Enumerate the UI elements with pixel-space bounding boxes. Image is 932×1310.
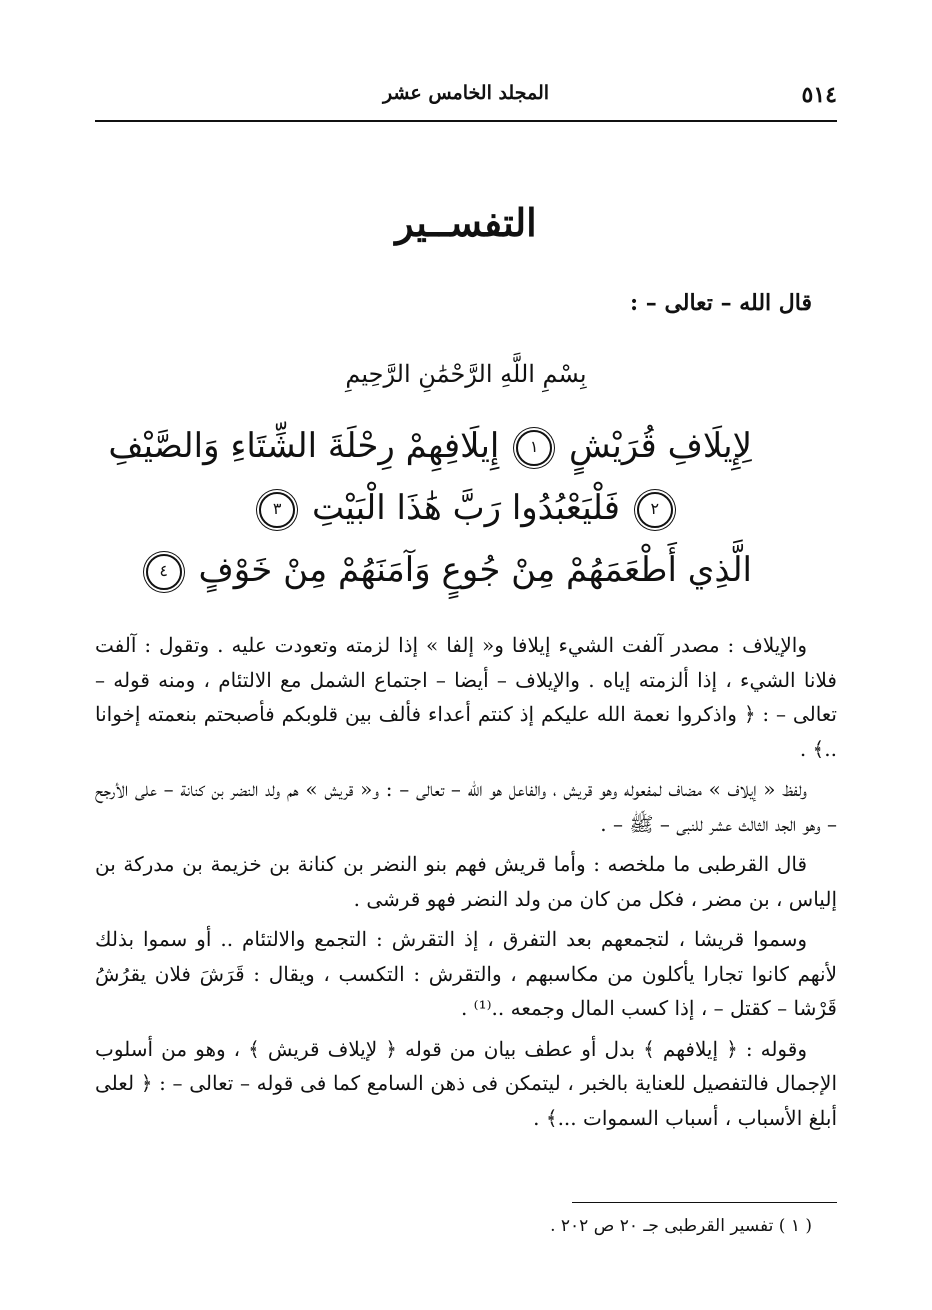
quran-verses — [108, 415, 752, 601]
ayah-number-marker: ٤ — [146, 554, 182, 590]
paragraph: ولفظ « إيلاف » مضاف لمفعوله وهو قريش ، والفاعل هو الله – تعالى – : و« قريش » هم ولد النضر بن كنانة – على الأرجح – وهو الجد الثالث عشر للنبى – ﷺ – . — [95, 777, 837, 836]
footnote: ( ١ ) تفسير القرطبى جـ ٢٠ ص ٢٠٢ . — [550, 1216, 812, 1236]
section-title: التفســير — [395, 200, 537, 245]
intro-line: قال الله – تعالى – : — [630, 290, 812, 316]
paragraph: وقوله : ﴿ إيلافهم ﴾ بدل أو عطف بيان من قوله ﴿ لإيلاف قريش ﴾ ، وهو من أسلوب الإجمال فالتفصيل للعناية بالخبر ، ليتمكن فى ذهن السامع كما فى قوله – تعالى – : ﴿ لعلى أبلغ الأسباب ، أسباب السموات ...﴾ . — [95, 1036, 837, 1130]
footnote-rule — [572, 1202, 837, 1203]
paragraph: وسموا قريشا ، لتجمعهم بعد التفرق ، إذ التقرش : التجمع والالتئام .. أو سموا بذلك لأنهم كانوا تجارا يأكلون من مكاسبهم ، والتقرش : التكسب ، ويقال : قَرَشَ فلان يقرُشُ قَرْشا – كقتل – ، إذا كسب المال وجمعه ..⁽¹⁾ . — [95, 927, 837, 1020]
ayah-number-marker: ٣ — [259, 492, 295, 528]
verse-line-2 — [180, 477, 752, 539]
ayah-number-marker: ٢ — [637, 492, 673, 528]
verse-text: فَلْيَعْبُدُوا رَبَّ هَٰذَا الْبَيْتِ — [312, 488, 620, 528]
verse-line-3 — [159, 539, 752, 601]
paragraph: قال القرطبى ما ملخصه : وأما قريش فهم بنو النضر بن كنانة بن خزيمة بن مدركة بن إلياس ، بن مضر ، فكل من كان من ولد النضر فهو قرشى . — [95, 852, 837, 911]
ayah-number-marker: ١ — [516, 430, 552, 466]
running-title: المجلد الخامس عشر — [382, 82, 550, 104]
header-rule — [95, 120, 837, 122]
verse-line-1 — [108, 415, 752, 477]
page-number: ٥١٤ — [801, 82, 837, 108]
verse-text: لِإِيلَافِ قُرَيْشٍ — [568, 426, 752, 466]
verse-text: الَّذِي أَطْعَمَهُمْ مِنْ جُوعٍ وَآمَنَهُمْ مِنْ خَوْفٍ — [198, 550, 752, 590]
commentary-body — [95, 628, 837, 1141]
paragraph: والإيلاف : مصدر آلفت الشيء إيلافا و« إلفا » إذا لزمته وتعودت عليه . وتقول : آلفت فلانا الشيء ، إذا ألزمته إياه . والإيلاف – أيضا – اجتماع الشمل مع الالتئام ، ومنه قوله – تعالى – : ﴿ واذكروا نعمة الله عليكم إذ كنتم أعداء فألف بين قلوبكم فأصبحتم بنعمته إخوانا ..﴾ . — [95, 633, 837, 761]
verse-text: إِيلَافِهِمْ رِحْلَةَ الشِّتَاءِ وَالصَّيْفِ — [108, 426, 500, 466]
basmala: بِسْمِ اللَّهِ الرَّحْمَٰنِ الرَّحِيمِ — [345, 360, 587, 388]
page-header — [95, 82, 837, 112]
